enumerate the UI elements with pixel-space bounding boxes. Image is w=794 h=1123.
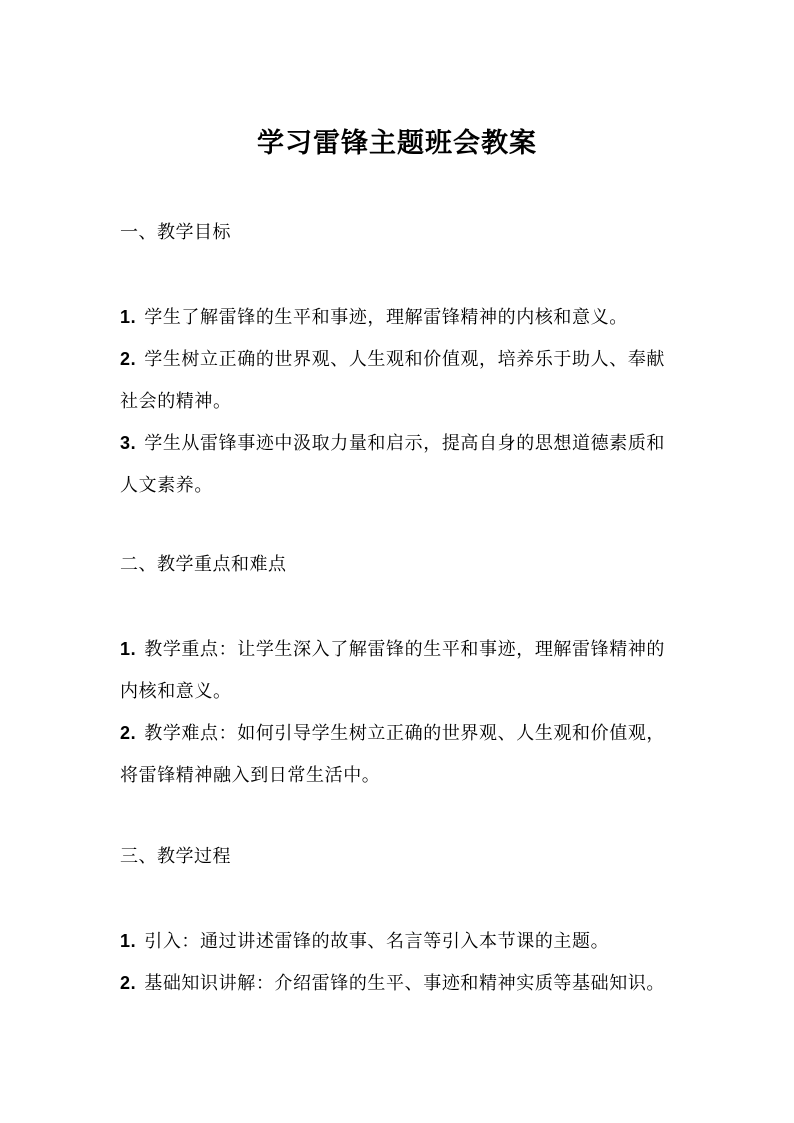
list-item-text: 学生从雷锋事迹中汲取力量和启示，提高自身的思想道德素质和人文素养。	[120, 433, 666, 496]
list-item-number: 1.	[120, 639, 137, 659]
list-item-text: 教学难点：如何引导学生树立正确的世界观、人生观和价值观，将雷锋精神融入到日常生活中。	[120, 723, 666, 786]
list-item	[120, 962, 680, 1005]
list-item-number: 2.	[120, 349, 137, 369]
list-item-text: 教学重点：让学生深入了解雷锋的生平和事迹，理解雷锋精神的内核和意义。	[120, 639, 666, 702]
list-item-text: 引入：通过讲述雷锋的故事、名言等引入本节课的主题。	[144, 931, 610, 952]
list-item-number: 1.	[120, 931, 137, 951]
list-item	[120, 712, 680, 797]
section-heading-key-points: 二、教学重点和难点	[120, 554, 287, 575]
list-item	[120, 422, 680, 507]
list-item	[120, 338, 680, 423]
list-item-text: 学生树立正确的世界观、人生观和价值观，培养乐于助人、奉献社会的精神。	[120, 349, 666, 412]
list-item-number: 3.	[120, 433, 137, 453]
section-heading-objectives: 一、教学目标	[120, 222, 231, 243]
list-item	[120, 920, 680, 963]
list-item-number: 1.	[120, 307, 137, 327]
page-title: 学习雷锋主题班会教案	[257, 128, 537, 159]
list-item-text: 基础知识讲解：介绍雷锋的生平、事迹和精神实质等基础知识。	[144, 973, 666, 994]
list-item-text: 学生了解雷锋的生平和事迹，理解雷锋精神的内核和意义。	[144, 307, 628, 328]
list-item	[120, 628, 680, 713]
list-item-number: 2.	[120, 723, 137, 743]
section-heading-process: 三、教学过程	[120, 846, 231, 867]
list-item-number: 2.	[120, 973, 137, 993]
list-item	[120, 296, 680, 339]
